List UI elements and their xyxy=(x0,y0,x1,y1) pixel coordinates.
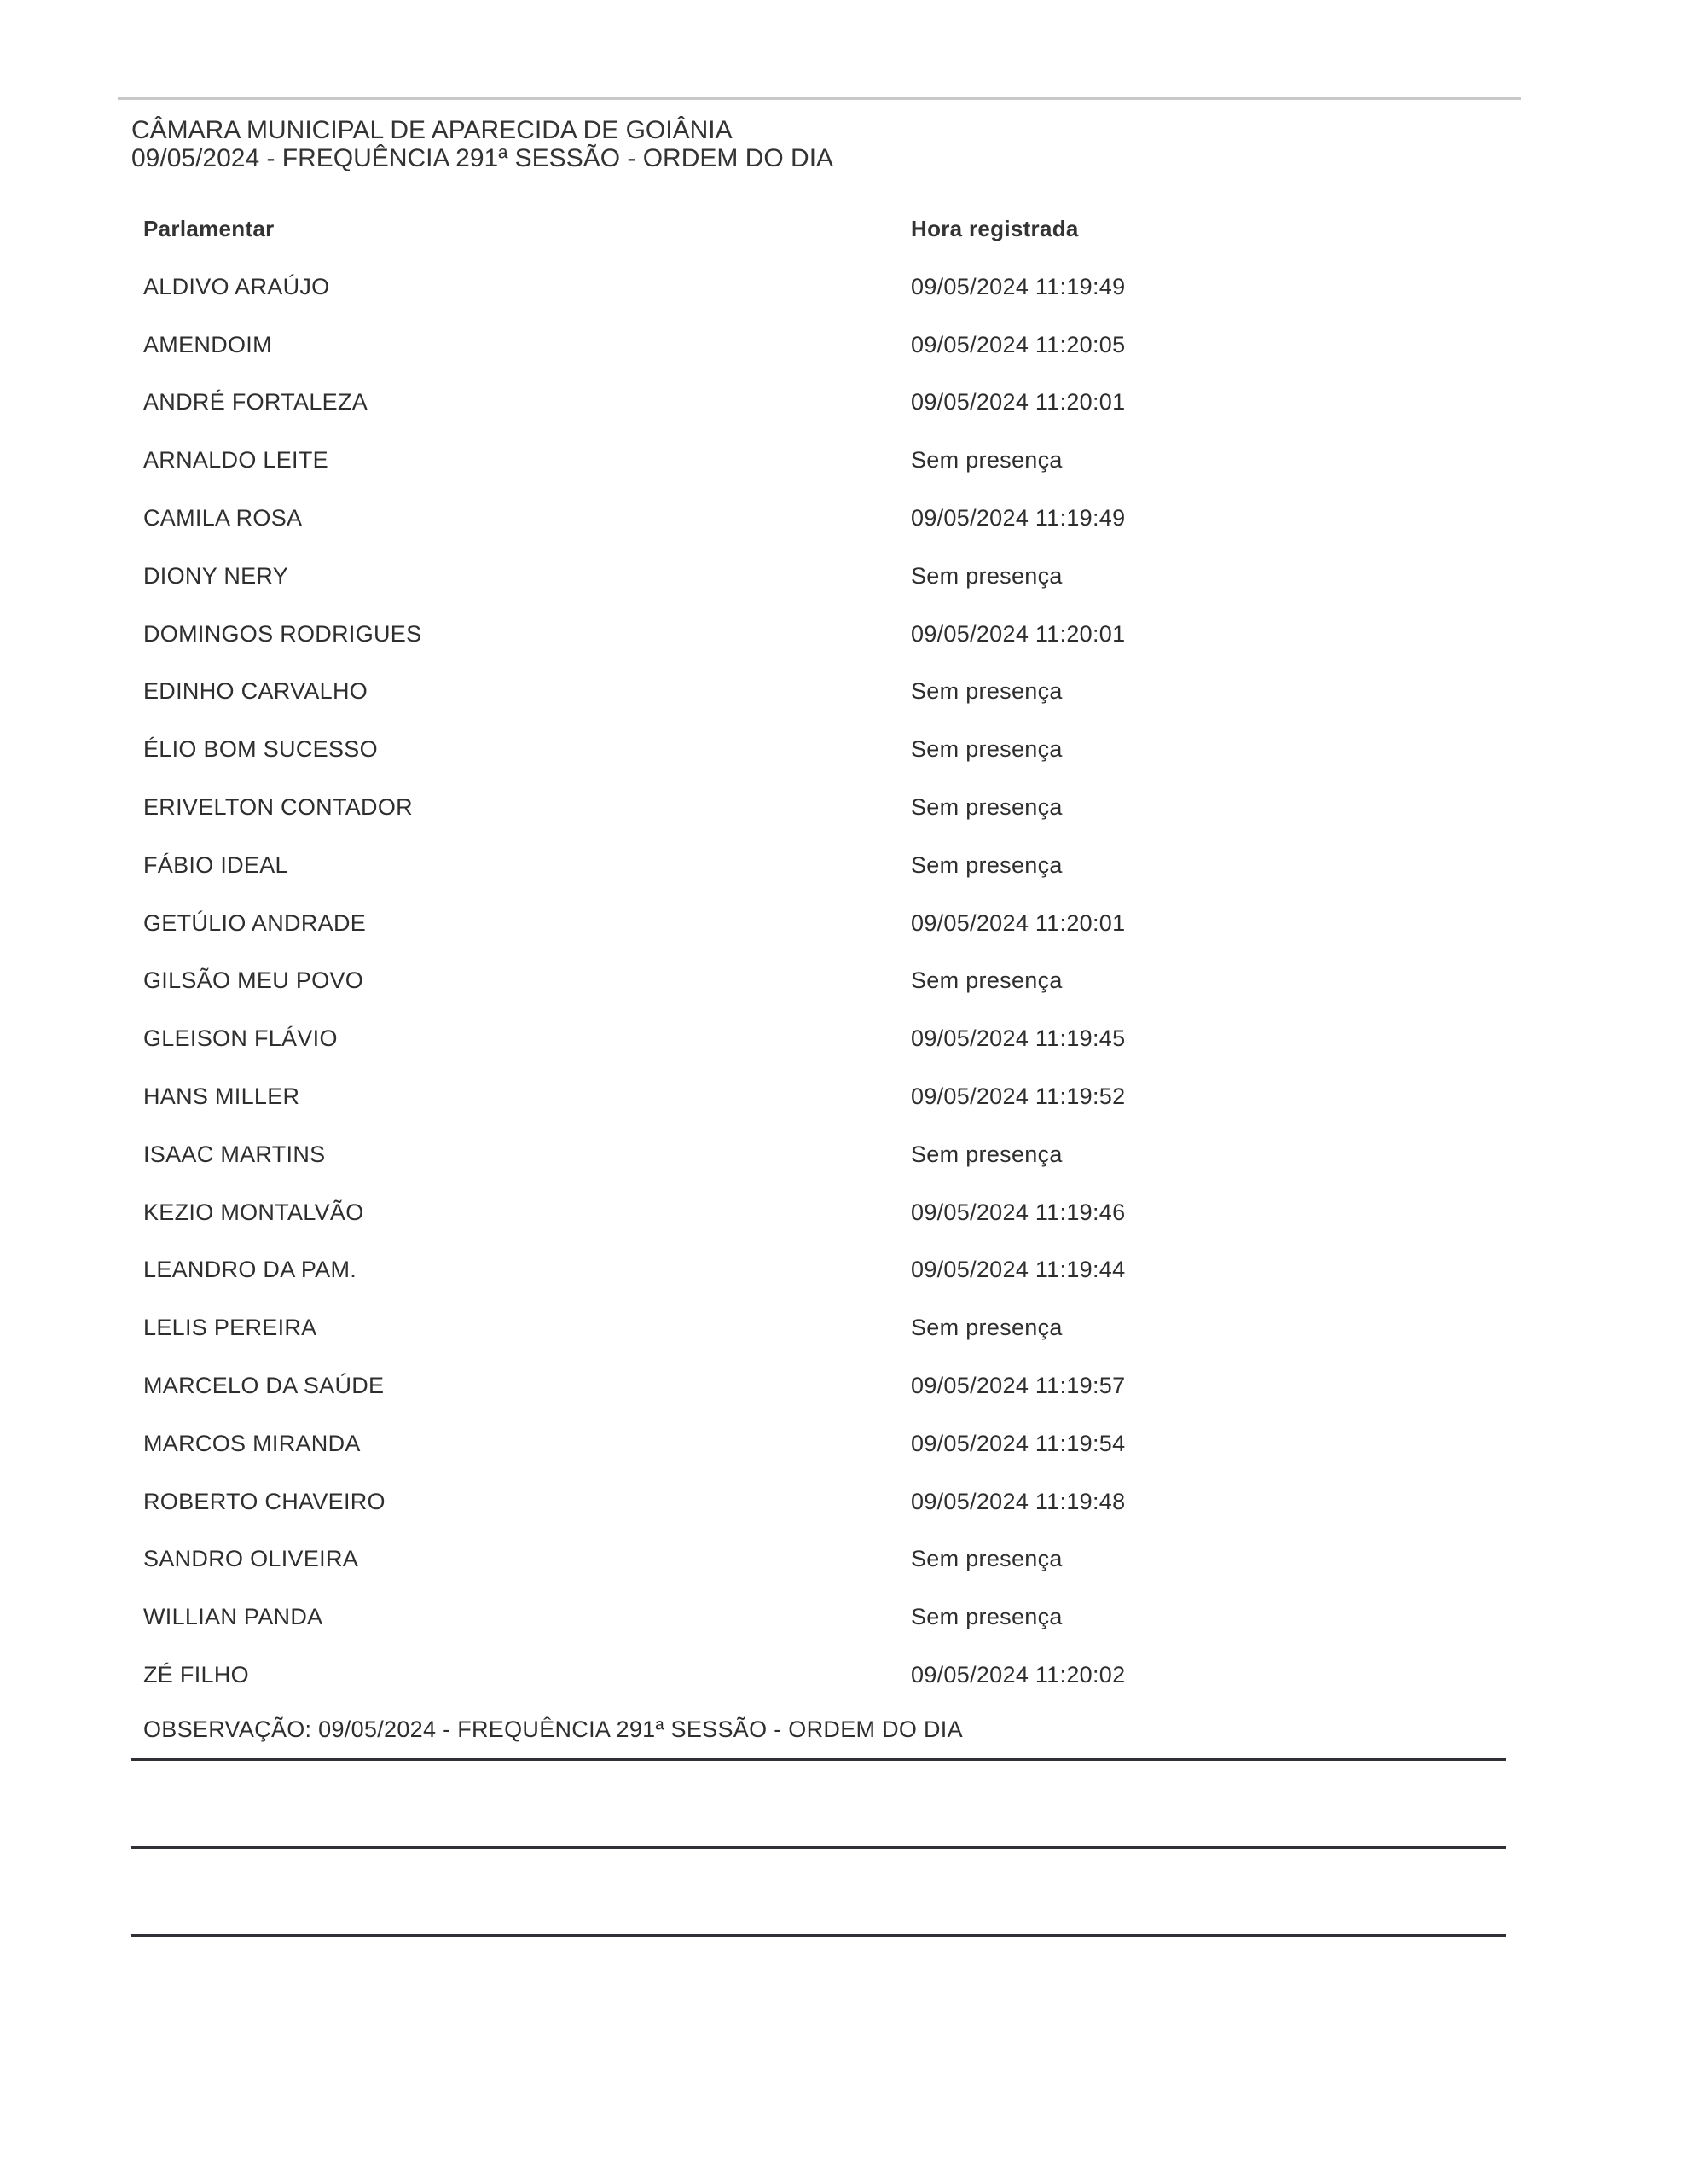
registered-time: 09/05/2024 11:20:02 xyxy=(911,1661,1126,1687)
document-header xyxy=(131,116,833,172)
registered-time: 09/05/2024 11:19:48 xyxy=(911,1488,1126,1514)
table-row xyxy=(143,1484,1508,1542)
parlamentar-name: LELIS PEREIRA xyxy=(143,1315,317,1341)
registered-time: 09/05/2024 11:20:01 xyxy=(911,909,1126,936)
table-row xyxy=(143,1021,1508,1079)
table-row xyxy=(143,1368,1508,1426)
parlamentar-name: GLEISON FLÁVIO xyxy=(143,1025,338,1052)
registered-time: 09/05/2024 11:19:52 xyxy=(911,1083,1126,1109)
registered-time: Sem presença xyxy=(911,562,1063,589)
parlamentar-name: AMENDOIM xyxy=(143,331,272,357)
table-row xyxy=(143,1658,1508,1716)
registered-time: 09/05/2024 11:19:49 xyxy=(911,273,1126,299)
table-row xyxy=(143,732,1508,790)
registered-time: Sem presença xyxy=(911,967,1063,994)
parlamentar-name: FÁBIO IDEAL xyxy=(143,851,288,878)
table-row xyxy=(143,1542,1508,1600)
registered-time: Sem presença xyxy=(911,851,1063,878)
signature-line xyxy=(131,1934,1506,1937)
table-row xyxy=(143,1310,1508,1368)
institution-title: CÂMARA MUNICIPAL DE APARECIDA DE GOIÂNIA xyxy=(131,116,733,144)
parlamentar-name: DOMINGOS RODRIGUES xyxy=(143,620,422,647)
parlamentar-name: ZÉ FILHO xyxy=(143,1661,249,1687)
parlamentar-name: ISAAC MARTINS xyxy=(143,1141,326,1167)
registered-time: 09/05/2024 11:20:01 xyxy=(911,620,1126,647)
registered-time: 09/05/2024 11:20:05 xyxy=(911,331,1126,357)
parlamentar-name: ALDIVO ARAÚJO xyxy=(143,273,330,299)
parlamentar-name: EDINHO CARVALHO xyxy=(143,678,368,705)
registered-time: 09/05/2024 11:19:44 xyxy=(911,1257,1126,1283)
parlamentar-name: LEANDRO DA PAM. xyxy=(143,1257,357,1283)
registered-time: 09/05/2024 11:20:01 xyxy=(911,389,1126,415)
parlamentar-name: WILLIAN PANDA xyxy=(143,1604,323,1630)
table-row xyxy=(143,674,1508,732)
parlamentar-name: HANS MILLER xyxy=(143,1083,300,1109)
table-row xyxy=(143,617,1508,675)
parlamentar-name: MARCELO DA SAÚDE xyxy=(143,1372,385,1398)
column-header-parlamentar: Parlamentar xyxy=(143,216,275,241)
registered-time: Sem presença xyxy=(911,1141,1063,1167)
registered-time: 09/05/2024 11:19:54 xyxy=(911,1430,1126,1456)
registered-time: Sem presença xyxy=(911,736,1063,763)
table-row xyxy=(143,1252,1508,1310)
parlamentar-name: ARNALDO LEITE xyxy=(143,447,328,473)
registered-time: Sem presença xyxy=(911,678,1063,705)
parlamentar-name: ROBERTO CHAVEIRO xyxy=(143,1488,386,1514)
table-row xyxy=(143,270,1508,328)
registered-time: 09/05/2024 11:19:45 xyxy=(911,1025,1126,1052)
table-row xyxy=(143,906,1508,964)
parlamentar-name: ANDRÉ FORTALEZA xyxy=(143,389,368,415)
table-row xyxy=(143,328,1508,386)
attendance-table xyxy=(143,212,1508,1716)
parlamentar-name: GETÚLIO ANDRADE xyxy=(143,909,367,936)
parlamentar-name: GILSÃO MEU POVO xyxy=(143,967,364,994)
top-divider xyxy=(118,97,1521,100)
table-row xyxy=(143,848,1508,906)
table-row xyxy=(143,385,1508,443)
parlamentar-name: MARCOS MIRANDA xyxy=(143,1430,361,1456)
parlamentar-name: DIONY NERY xyxy=(143,562,289,589)
registered-time: Sem presença xyxy=(911,1604,1063,1630)
registered-time: Sem presença xyxy=(911,1546,1063,1572)
table-header-row xyxy=(143,212,1508,270)
table-row xyxy=(143,443,1508,501)
table-row xyxy=(143,1600,1508,1658)
table-row xyxy=(143,963,1508,1021)
observation-text: OBSERVAÇÃO: 09/05/2024 - FREQUÊNCIA 291ª SESSÃO - ORDEM DO DIA xyxy=(143,1716,963,1742)
table-row xyxy=(143,790,1508,848)
table-row xyxy=(143,559,1508,617)
parlamentar-name: ÉLIO BOM SUCESSO xyxy=(143,736,378,763)
registered-time: 09/05/2024 11:19:57 xyxy=(911,1372,1126,1398)
registered-time: Sem presença xyxy=(911,793,1063,820)
parlamentar-name: ERIVELTON CONTADOR xyxy=(143,793,413,820)
table-row xyxy=(143,1195,1508,1253)
registered-time: 09/05/2024 11:19:49 xyxy=(911,504,1126,531)
table-row xyxy=(143,1426,1508,1484)
parlamentar-name: CAMILA ROSA xyxy=(143,504,303,531)
column-header-hora-registrada: Hora registrada xyxy=(911,216,1079,241)
session-title: 09/05/2024 - FREQUÊNCIA 291ª SESSÃO - ORDEM DO DIA xyxy=(131,144,834,172)
signature-line xyxy=(131,1758,1506,1761)
parlamentar-name: KEZIO MONTALVÃO xyxy=(143,1199,364,1225)
parlamentar-name: SANDRO OLIVEIRA xyxy=(143,1546,359,1572)
registered-time: 09/05/2024 11:19:46 xyxy=(911,1199,1126,1225)
registered-time: Sem presença xyxy=(911,447,1063,473)
table-body xyxy=(143,270,1508,1716)
signature-line xyxy=(131,1846,1506,1849)
table-row xyxy=(143,1079,1508,1137)
table-row xyxy=(143,1137,1508,1195)
registered-time: Sem presença xyxy=(911,1315,1063,1341)
table-row xyxy=(143,501,1508,559)
